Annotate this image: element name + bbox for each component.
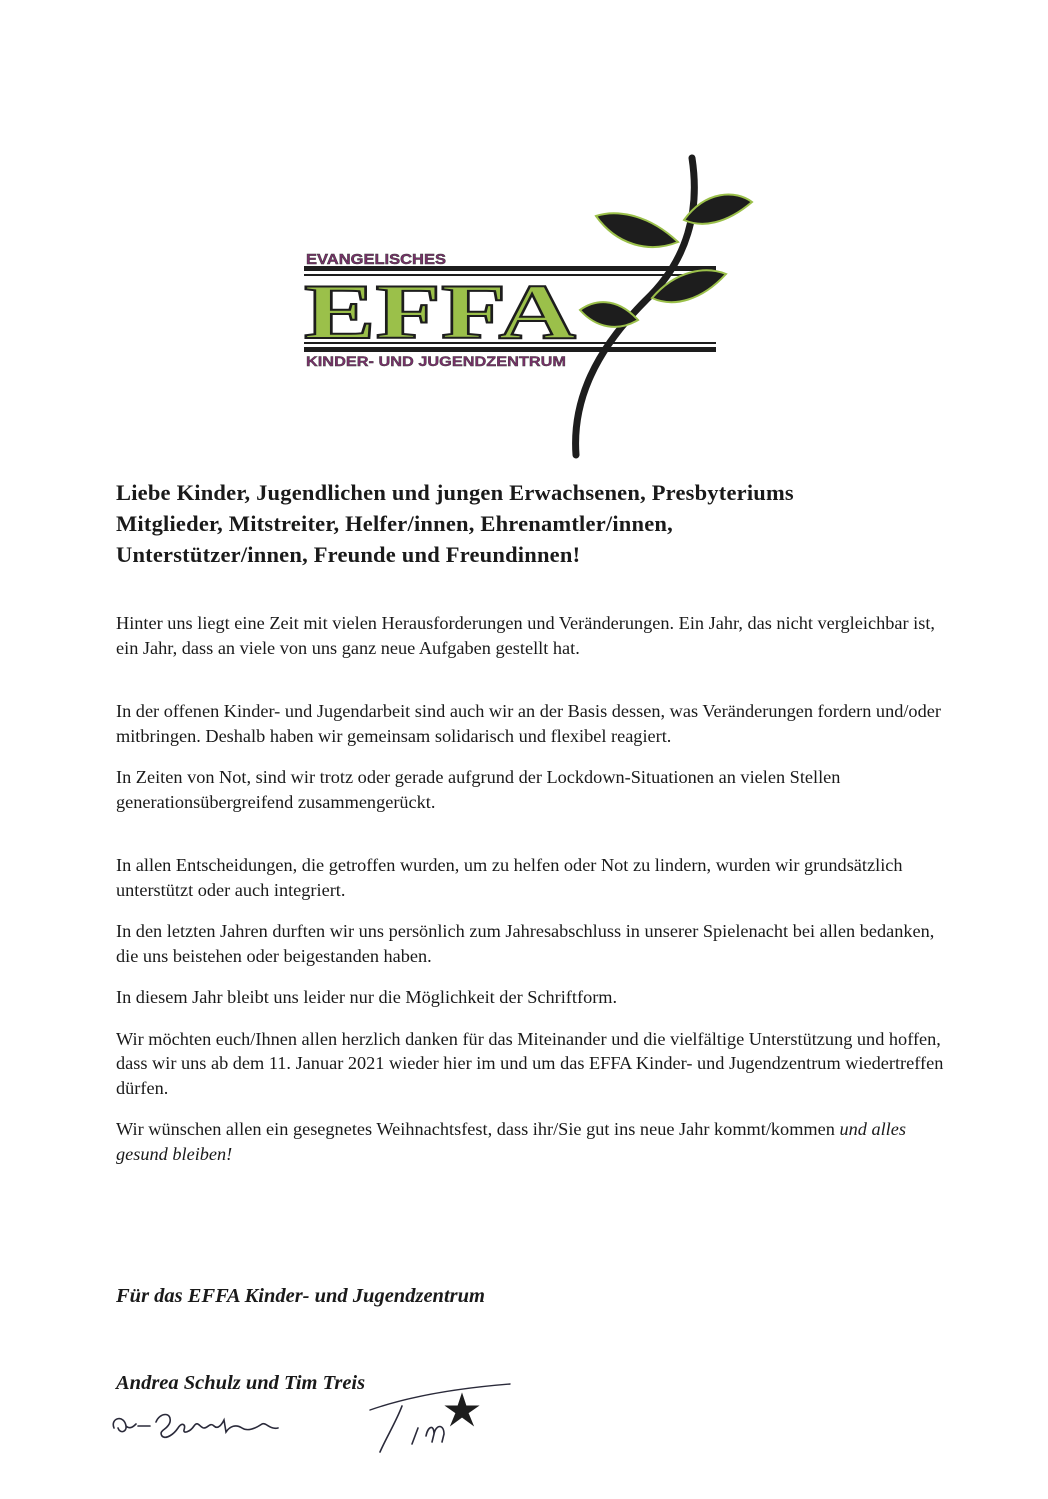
signature-treis-image — [340, 1378, 520, 1458]
paragraph-7: Wir möchten euch/Ihnen allen herzlich danken für das Miteinander und die vielfältige Unterstützung und hoffen, dass wir uns ab dem 11. Januar 2021 wieder hier im und um das EFFA Kinder- und Jugendzentrum wiedertreffen dürfen. — [116, 1028, 944, 1098]
paragraph-8-regular: Wir wünschen allen ein gesegnetes Weihnachtsfest, dass ihr/Sie gut ins neue Jahr kommt/kommen — [116, 1119, 840, 1139]
svg-text:EFFA: EFFA — [304, 268, 576, 355]
effa-logo — [296, 150, 766, 460]
salutation — [116, 477, 946, 570]
paragraph-4: In allen Entscheidungen, die getroffen wurden, um zu helfen oder Not zu lindern, wurden wir grundsätzlich unterstützt oder auch integriert. — [116, 855, 903, 900]
paragraph-2: In der offenen Kinder- und Jugendarbeit sind auch wir an der Basis dessen, was Veränderungen fordern und/oder mitbringen. Deshalb haben wir gemeinsam solidarisch und flexibel reagiert. — [116, 701, 941, 746]
salutation-line-3: Unterstützer/innen, Freunde und Freundinnen! — [116, 542, 581, 567]
paragraph-8-italic: und alles gesund bleiben! — [116, 1119, 906, 1164]
salutation-line-1: Liebe Kinder, Jugendlichen und jungen Erwachsenen, Presbyteriums — [116, 480, 794, 505]
signature-treis — [340, 1378, 520, 1458]
paragraph-1: Hinter uns liegt eine Zeit mit vielen Herausforderungen und Veränderungen. Ein Jahr, das nicht vergleichbar ist, ein Jahr, dass an viele von uns ganz neue Aufgaben gestellt hat. — [116, 613, 935, 658]
salutation-line-2: Mitglieder, Mitstreiter, Helfer/innen, Ehrenamtler/innen, — [116, 511, 673, 536]
letter-body — [116, 477, 946, 1166]
signature-schulz — [100, 1400, 300, 1450]
signature-schulz-image — [100, 1400, 300, 1450]
svg-text:EVANGELISCHES: EVANGELISCHES — [306, 251, 446, 268]
paragraph-6: In diesem Jahr bleibt uns leider nur die Möglichkeit der Schriftform. — [116, 987, 618, 1007]
signatory-names: Andrea Schulz und Tim Treis — [116, 1372, 366, 1394]
closing-line: Für das EFFA Kinder- und Jugendzentrum — [116, 1285, 485, 1307]
svg-text:KINDER- UND JUGENDZENTRUM: KINDER- UND JUGENDZENTRUM — [306, 354, 566, 369]
paragraph-8 — [116, 1117, 946, 1166]
paragraph-5: In den letzten Jahren durften wir uns persönlich zum Jahresabschluss in unserer Spielenacht bei allen bedanken, die uns beistehen oder beigestanden haben. — [116, 921, 935, 966]
paragraph-3: In Zeiten von Not, sind wir trotz oder gerade aufgrund der Lockdown-Situationen an vielen Stellen generationsübergreifend zusammengerückt. — [116, 767, 841, 812]
effa-logo-graphic — [296, 150, 766, 460]
